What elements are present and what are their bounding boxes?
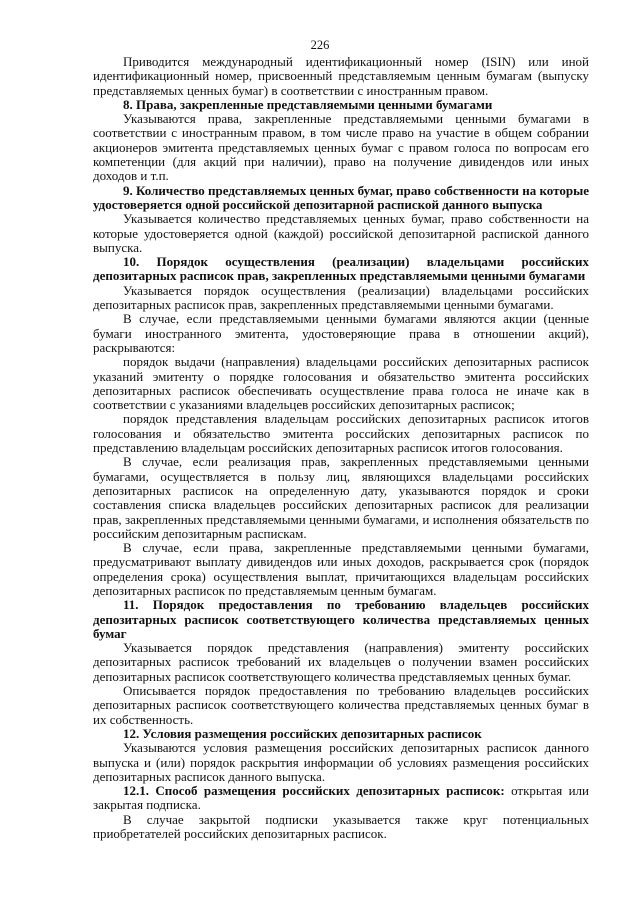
paragraph: В случае, если реализация прав, закрепленных представляемыми ценными бумагами, осуществляется в пользу лиц, являющихся владельцами российских депозитарных расписок на определенную дату, указываются порядок и сроки составления списка владельцев российских депозитарных расписок для реализации прав, закрепленных представляемыми ценными бумагами, и исполнения обязательств по российским депозитарным распискам. <box>93 454 589 541</box>
section-heading-10: 10. Порядок осуществления (реализации) владельцами российских депозитарных расписок прав, закрепленных представляемыми ценными бумагами <box>93 254 589 284</box>
paragraph: Указывается порядок представления (направления) эмитенту российских депозитарных расписок требований их владельцев о получении взамен российских депозитарных расписок соответствующего количества представляемых ценных бумаг. <box>93 640 589 684</box>
paragraph: В случае, если представляемыми ценными бумагами являются акции (ценные бумаги иностранного эмитента, удостоверяющие права в отношении акций), раскрываются: <box>93 311 589 355</box>
paragraph: Указываются права, закрепленные представляемыми ценными бумагами в соответствии с иностранным правом, в том числе право на участие в общем собрании акционеров эмитента представляемых ценных бумаг с правом голоса по вопросам его компетенции (для акций при наличии), право на получение дивидендов или иных доходов и т.п. <box>93 111 589 184</box>
paragraph: В случае закрытой подписки указывается также круг потенциальных приобретателей российских депозитарных расписок. <box>93 811 589 842</box>
page-body <box>93 55 589 841</box>
section-heading-8: 8. Права, закрепленные представляемыми ценными бумагами <box>123 96 493 112</box>
paragraph: порядок выдачи (направления) владельцами российских депозитарных расписок указаний эмитенту о порядке голосования и обязательство эмитента российских депозитарных расписок обеспечивать осуществление права голоса не иначе как в соответствии с указаниями владельцев российских депозитарных расписок; <box>93 354 589 413</box>
section-heading-12: 12. Условия размещения российских депозитарных расписок <box>123 725 482 741</box>
paragraph: Указывается порядок осуществления (реализации) владельцами российских депозитарных расписок прав, закрепленных представляемыми ценными бумагами. <box>93 282 589 313</box>
paragraph: Описывается порядок предоставления по требованию владельцев российских депозитарных расписок соответствующего количества представляемых ценных бумаг в их собственность. <box>93 683 589 727</box>
subsection-text: открытая или закрытая подписка. <box>93 783 589 813</box>
subsection-label: 12.1. Способ размещения российских депозитарных расписок: <box>123 783 505 799</box>
page-number: 226 <box>310 38 330 52</box>
section-heading-9: 9. Количество представляемых ценных бумаг, право собственности на которые удостоверяется одной российской депозитарной распиской данного выпуска <box>93 182 589 212</box>
paragraph: Указывается количество представляемых ценных бумаг, право собственности на которые удостоверяется одной (каждой) российской депозитарной распиской данного выпуска. <box>93 211 589 255</box>
section-heading-11: 11. Порядок предоставления по требованию владельцев российских депозитарных расписок соответствующего количества представляемых ценных бумаг <box>93 597 589 641</box>
paragraph: Указываются условия размещения российских депозитарных расписок данного выпуска и (или) порядок раскрытия информации об условиях размещения российских депозитарных расписок данного выпуска. <box>93 740 589 784</box>
subsection-12-1 <box>93 784 589 813</box>
paragraph: Приводится международный идентификационный номер (ISIN) или иной идентификационный номер, присвоенный представляемым ценным бумагам (выпуску представляемых ценных бумаг) в соответствии с иностранным правом. <box>93 54 589 98</box>
paragraph: порядок представления владельцам российских депозитарных расписок итогов голосования и обязательство эмитента российских депозитарных расписок по представлению владельцам российских депозитарных расписок итогов голосования. <box>93 411 589 456</box>
paragraph: В случае, если права, закрепленные представляемыми ценными бумагами, предусматривают выплату дивидендов или иных доходов, раскрывается срок (порядок определения срока) осуществления выплат, причитающихся владельцам российских депозитарных расписок по представляемым ценным бумагам. <box>93 540 589 598</box>
